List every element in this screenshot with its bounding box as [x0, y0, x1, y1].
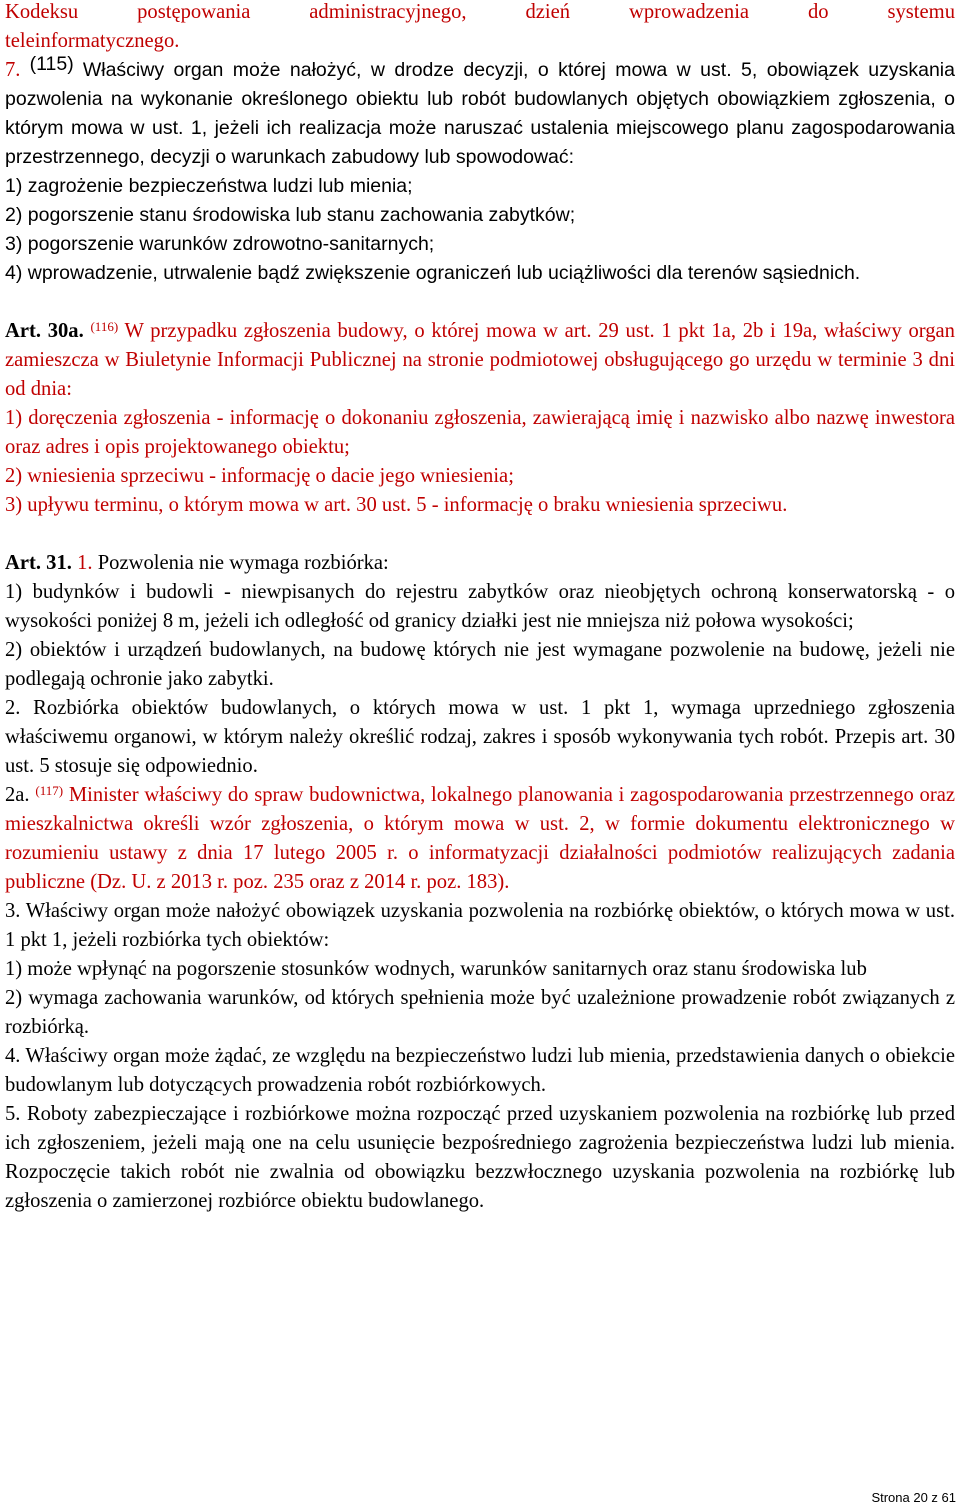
art30a-intro [5, 317, 955, 404]
list-item: 3) upływu terminu, o którym mowa w art. 30 ust. 5 - informację o braku wniesienia sprzeciwu. [5, 494, 788, 516]
list-item: 1) może wpłynąć na pogorszenie stosunków wodnych, warunków sanitarnych oraz stanu środowiska lub [5, 958, 867, 980]
footnote-marker-116: (116) [90, 319, 119, 334]
art31-ust2a [5, 781, 955, 897]
spacer [5, 520, 955, 549]
art31-ust4: 4. Właściwy organ może żądać, ze względu na bezpieczeństwo ludzi lub mienia, przedstawienia danych o obiekcie budowlanym lub dotyczących prowadzenia robót rozbiórkowych. [5, 1045, 955, 1096]
list-item: 4) wprowadzenie, utrwalenie bądź zwiększenie ograniczeń lub uciążliwości dla terenów sąsiednich. [5, 262, 861, 284]
art31-ust3: 3. Właściwy organ może nałożyć obowiązek uzyskania pozwolenia na rozbiórkę obiektów, o których mowa w ust. 1 pkt 1, jeżeli rozbiórka tych obiektów: [5, 900, 955, 951]
art30a-list [5, 404, 955, 520]
footnote-marker-115: (115) [29, 53, 74, 75]
art30-tail-line1: Kodeksu postępowania administracyjnego, dzień wprowadzenia do systemu [5, 1, 955, 23]
footnote-marker-117: (117) [35, 783, 64, 798]
page-number: Strona 20 z 61 [871, 1490, 956, 1505]
art31-heading: Art. 31. [5, 552, 72, 574]
spacer [5, 288, 955, 317]
art30-tail-line2: teleinformatycznego. [5, 30, 180, 52]
art30-ust7-intro: Właściwy organ może nałożyć, w drodze decyzji, o której mowa w ust. 5, obowiązek uzyskania pozwolenia na wykonanie określonego obiektu lub robót budowlanych objętych obowiązkiem zgłoszenia, o którym mowa w ust. 1, jeżeli ich realizacja może naruszać ustalenia miejscowego planu zagospodarowania przestrzennego, decyzji o warunkach zabudowy lub spowodować: [5, 59, 955, 168]
list-item: 2) wniesienia sprzeciwu - informację o dacie jego wniesienia; [5, 465, 514, 487]
list-item: 1) budynków i budowli - niewpisanych do rejestru zabytków oraz nieobjętych ochroną konserwatorską - o wysokości poniżej 8 m, jeżeli ich odległość od granicy działki jest nie mniejsza niż połowa wysokości; [5, 581, 955, 632]
art31-ust2a-number: 2a. [5, 784, 30, 806]
list-item: 3) pogorszenie warunków zdrowotno-sanitarnych; [5, 233, 435, 255]
art30-ust7 [5, 53, 955, 172]
art31-ust1 [5, 549, 955, 578]
art30a-intro-text: W przypadku zgłoszenia budowy, o której mowa w art. 29 ust. 1 pkt 1a, 2b i 19a, właściwy organ zamieszcza w Biuletynie Informacji Publicznej na stronie podmiotowej obsługującego go urzędu w terminie 3 dni od dnia: [5, 320, 955, 400]
list-item: 2) wymaga zachowania warunków, od których spełnienia może być uzależnione prowadzenie robót związanych z rozbiórką. [5, 987, 955, 1038]
art31-ust2a-text: Minister właściwy do spraw budownictwa, lokalnego planowania i zagospodarowania przestrzennego oraz mieszkalnictwa określi wzór zgłoszenia, o którym mowa w ust. 2, w formie dokumentu elektronicznego w rozumieniu ustawy z dnia 17 lutego 2005 r. o informatyzacji działalności podmiotów realizujących zadania publiczne (Dz. U. z 2013 r. poz. 235 oraz z 2014 r. poz. 183). [5, 784, 955, 893]
art30-ust7-list [5, 172, 955, 288]
list-item: 2) obiektów i urządzeń budowlanych, na budowę których nie jest wymagane pozwolenie na budowę, jeżeli nie podlegają ochronie jako zabytki. [5, 639, 955, 690]
art30-ust7-number: 7. [5, 59, 21, 81]
art30a-heading: Art. 30a. [5, 320, 84, 342]
document-page [5, 0, 955, 1216]
art31-ust2: 2. Rozbiórka obiektów budowlanych, o których mowa w ust. 1 pkt 1, wymaga uprzedniego zgłoszenia właściwemu organowi, w którym należy określić rodzaj, zakres i sposób wykonywania tych robót. Przepis art. 30 ust. 5 stosuje się odpowiednio. [5, 697, 955, 777]
list-item: 1) zagrożenie bezpieczeństwa ludzi lub mienia; [5, 175, 413, 197]
art31-ust1-text: Pozwolenia nie wymaga rozbiórka: [97, 552, 389, 574]
list-item: 2) pogorszenie stanu środowiska lub stanu zachowania zabytków; [5, 204, 576, 226]
art31-ust1-number: 1. [77, 552, 93, 574]
art31-ust5: 5. Roboty zabezpieczające i rozbiórkowe można rozpocząć przed uzyskaniem pozwolenia na rozbiórkę lub przed ich zgłoszeniem, jeżeli mają one na celu usunięcie bezpośredniego zagrożenia bezpieczeństwa ludzi lub mienia. Rozpoczęcie takich robót nie zwalnia od obowiązku bezzwłocznego uzyskania pozwolenia na rozbiórkę lub zgłoszenia o zamierzonej rozbiórce obiektu budowlanego. [5, 1103, 955, 1212]
list-item: 1) doręczenia zgłoszenia - informację o dokonaniu zgłoszenia, zawierającą imię i nazwisko albo nazwę inwestora oraz adres i opis projektowanego obiektu; [5, 407, 955, 458]
